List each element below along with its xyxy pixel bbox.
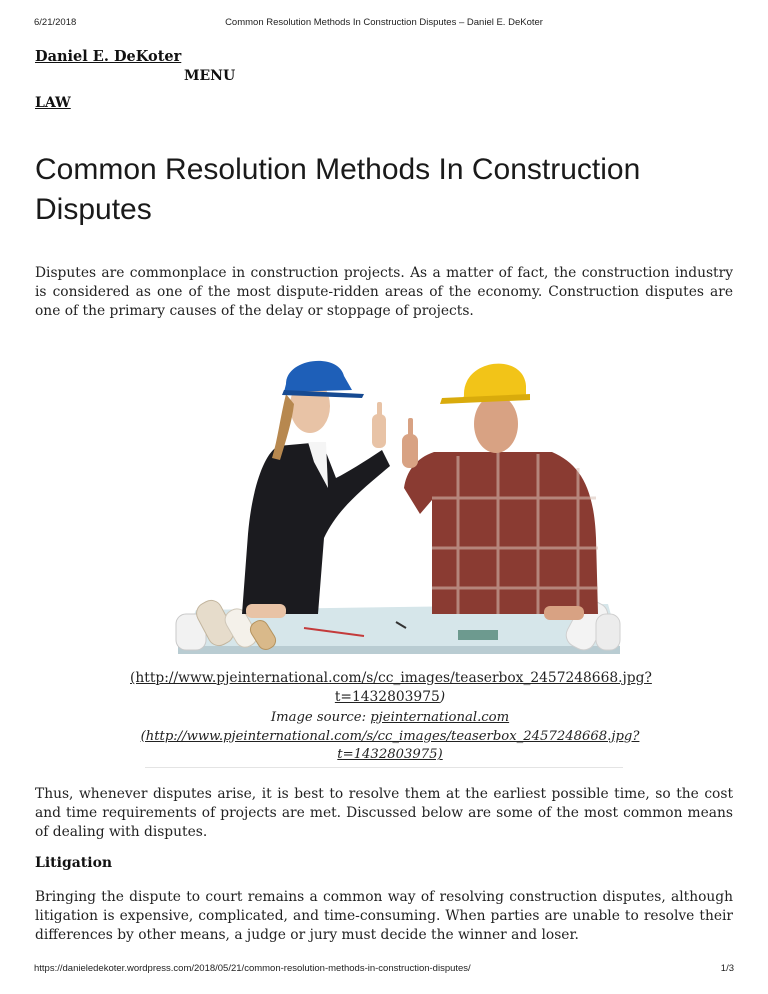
- menu-button[interactable]: MENU: [184, 68, 236, 84]
- caption-prefix: Image source:: [270, 710, 371, 725]
- woman-hand: [372, 414, 386, 448]
- image-caption: [130, 709, 650, 765]
- image-link-url-line2[interactable]: t=1432803975: [334, 689, 440, 705]
- litigation-paragraph: Bringing the dispute to court remains a common way of resolving construction disputes, although litigation is expensive, complicated, and time-consuming. When parties are unable to resolve their differences by other means, a judge or jury must decide the winner and loser.: [35, 889, 733, 943]
- man-plaid-shirt: [404, 452, 598, 614]
- calculator: [458, 630, 498, 640]
- print-header: [34, 17, 734, 31]
- site-title-link[interactable]: Daniel E. DeKoter: [35, 48, 182, 65]
- print-footer: [34, 963, 734, 977]
- caption-url-line2[interactable]: t=1432803975): [337, 747, 443, 762]
- section-heading-litigation: Litigation: [35, 855, 113, 871]
- print-url: https://danieledekoter.wordpress.com/2018/05/21/common-resolution-methods-in-construction-disputes/: [34, 963, 471, 974]
- print-date: 6/21/2018: [34, 17, 77, 28]
- body-paragraph: Thus, whenever disputes arise, it is best to resolve them at the earliest possible time, so the cost and time requirements of projects are met. Discussed below are some of the most common means of dealing with disputes.: [35, 786, 733, 840]
- image-link-url-line1[interactable]: (http://www.pjeinternational.com/s/cc_images/teaserbox_2457248668.jpg?: [130, 670, 652, 686]
- yellow-hard-hat: [462, 364, 526, 400]
- caption-url-line1[interactable]: (http://www.pjeinternational.com/s/cc_images/teaserbox_2457248668.jpg?: [140, 728, 640, 744]
- image-link[interactable]: [130, 669, 650, 707]
- category-link[interactable]: LAW: [35, 95, 71, 111]
- page-number: 1/3: [720, 963, 734, 974]
- article-image[interactable]: [168, 338, 624, 654]
- post-title: Common Resolution Methods In Construction Disputes: [35, 153, 641, 226]
- caption-divider: [145, 767, 623, 768]
- print-page-title: Common Resolution Methods In Construction Disputes – Daniel E. DeKoter: [225, 17, 543, 28]
- woman-suit: [242, 442, 390, 614]
- workers-arguing-illustration: [168, 338, 624, 654]
- caption-source-link[interactable]: pjeinternational.com: [370, 710, 510, 725]
- intro-paragraph: Disputes are commonplace in construction projects. As a matter of fact, the construction industry is considered as one of the most dispute-ridden areas of the economy. Construction disputes are one of the primary causes of the delay or stoppage of projects.: [35, 265, 733, 319]
- image-link-close-paren: ): [439, 689, 446, 705]
- blue-hard-hat: [284, 361, 352, 392]
- man-face: [474, 395, 518, 453]
- man-hand: [402, 434, 418, 468]
